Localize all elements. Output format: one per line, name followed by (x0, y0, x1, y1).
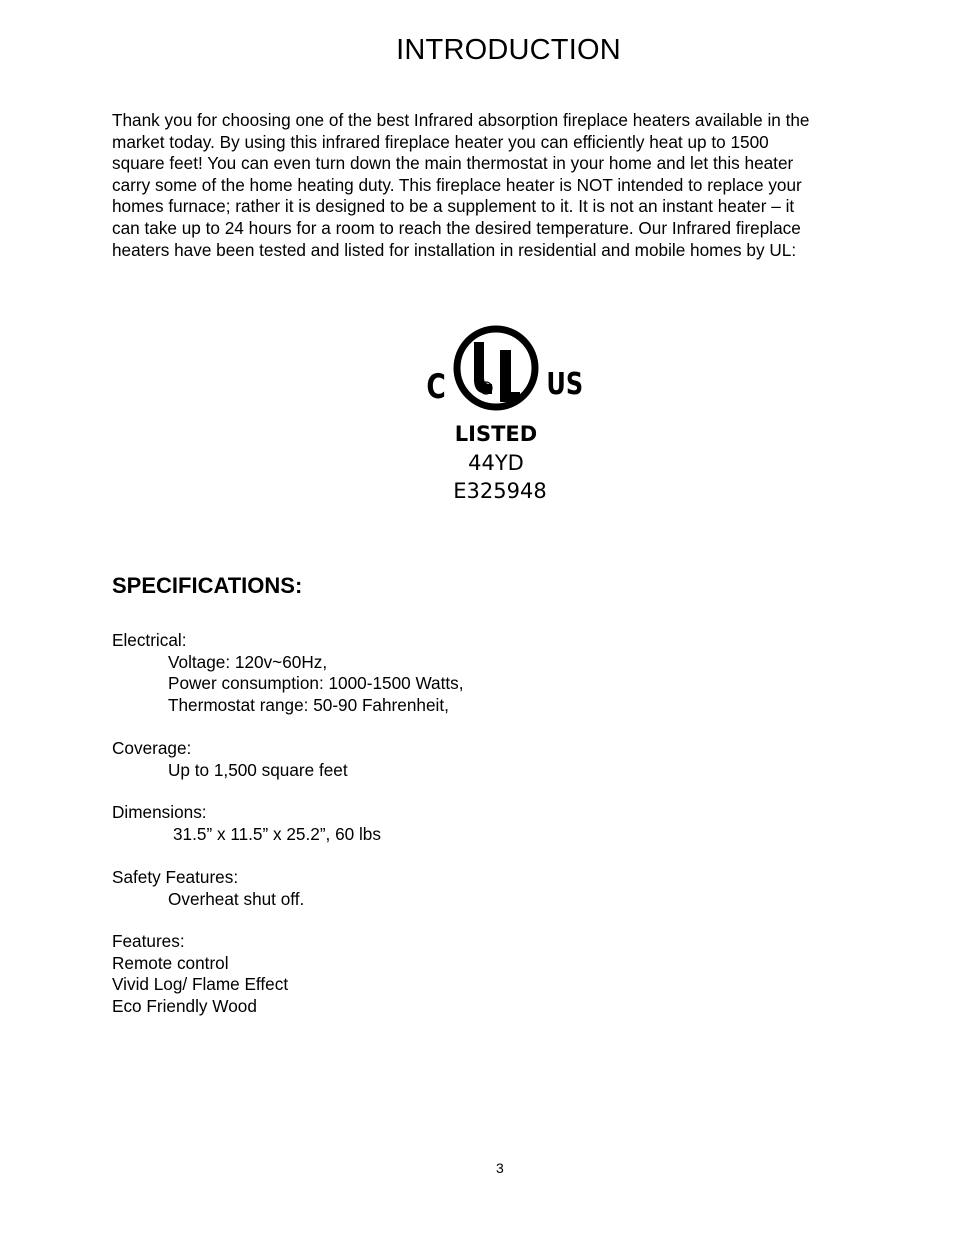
intro-line: homes furnace; rather it is designed to be a supplement to it. It is not an instant heater – it (112, 196, 795, 217)
spec-feature-item: Eco Friendly Wood (112, 995, 257, 1016)
intro-line: carry some of the home heating duty. This fireplace heater is NOT intended to replace your (112, 174, 802, 195)
intro-paragraph (112, 110, 880, 261)
ul-l-letter (500, 350, 520, 402)
intro-line: heaters have been tested and listed for installation in residential and mobile homes by UL: (112, 239, 797, 260)
ul-code-1: 44YD (468, 451, 524, 475)
intro-line: square feet! You can even turn down the main thermostat in your home and let this heater (112, 153, 794, 174)
ul-code-2: E325948 (453, 479, 547, 503)
ul-listed-logo (424, 320, 584, 508)
spec-coverage-label: Coverage: (112, 738, 192, 758)
specifications-heading: SPECIFICATIONS: (112, 573, 303, 598)
spec-safety (112, 867, 304, 910)
spec-electrical (112, 630, 464, 716)
spec-features (112, 931, 288, 1017)
spec-coverage (112, 738, 348, 781)
spec-feature-item: Remote control (112, 952, 229, 973)
spec-safety-label: Safety Features: (112, 867, 239, 887)
spec-power: Power consumption: 1000-1500 Watts, (168, 673, 464, 694)
spec-coverage-value: Up to 1,500 square feet (168, 759, 348, 780)
page-title: INTRODUCTION (396, 34, 621, 66)
page-number: 3 (496, 1160, 504, 1176)
spec-electrical-label: Electrical: (112, 630, 187, 650)
intro-line: Thank you for choosing one of the best Infrared absorption fireplace heaters available in the (112, 110, 810, 130)
ul-c-letter: C (426, 367, 446, 407)
spec-feature-item: Vivid Log/ Flame Effect (112, 974, 289, 995)
ul-us-letters: US (546, 367, 584, 402)
spec-dimensions-label: Dimensions: (112, 802, 207, 822)
spec-thermostat: Thermostat range: 50-90 Fahrenheit, (168, 694, 449, 715)
intro-line: can take up to 24 hours for a room to reach the desired temperature. Our Infrared fireplace (112, 217, 801, 238)
ul-circle (457, 329, 535, 407)
spec-dimensions-value: 31.5” x 11.5” x 25.2”, 60 lbs (173, 823, 381, 844)
spec-dimensions (112, 802, 381, 845)
spec-voltage: Voltage: 120v~60Hz, (168, 651, 328, 672)
spec-safety-value: Overheat shut off. (168, 888, 305, 909)
intro-line: market today. By using this infrared fireplace heater you can efficiently heat up to 1500 (112, 131, 769, 152)
ul-registered-mark: ® (481, 385, 491, 395)
ul-listed-text: LISTED (454, 422, 538, 446)
spec-features-label: Features: (112, 931, 185, 951)
